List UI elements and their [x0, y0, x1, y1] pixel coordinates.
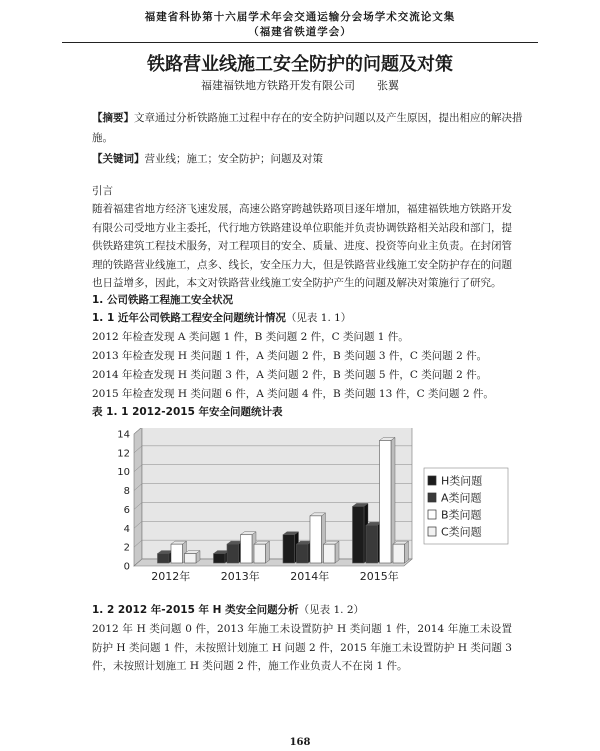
y-tick-label: 14 — [117, 429, 130, 441]
bar — [310, 516, 322, 563]
section1-1-title: 1. 1 近年公司铁路工程安全问题统计情况 — [92, 312, 286, 324]
y-tick-label: 6 — [123, 504, 130, 516]
section1-1-heading — [92, 309, 522, 327]
bar — [171, 544, 183, 563]
x-tick-label: 2013年 — [220, 570, 260, 583]
bar-side — [335, 541, 339, 563]
bar-side — [266, 541, 270, 563]
bar-chart — [112, 428, 534, 588]
stat-line-2012: 2012 年检查发现 A 类问题 1 件，B 类问题 2 件，C 类问题 1 件。 — [92, 331, 409, 343]
x-tick-label: 2014年 — [290, 570, 330, 583]
legend-swatch — [428, 527, 436, 536]
section1-1-ref: （见表 1. 1） — [285, 312, 352, 324]
bar — [227, 544, 239, 563]
bar — [324, 544, 336, 563]
chart-legend — [424, 468, 508, 544]
bar — [366, 525, 378, 563]
page-number: 168 — [289, 737, 311, 748]
abstract — [92, 108, 528, 148]
legend-label: A类问题 — [441, 491, 482, 505]
chart-side-wall — [134, 428, 142, 566]
bar — [353, 506, 365, 563]
section1-2-ref: （见表 1. 2） — [298, 604, 365, 616]
bar-side — [405, 541, 409, 563]
bar — [380, 440, 392, 563]
keywords-label: 【关键词】 — [92, 153, 145, 165]
chart-x-axis — [151, 569, 399, 583]
bar — [214, 554, 226, 563]
intro-heading: 引言 — [92, 185, 113, 197]
legend-swatch — [428, 510, 436, 519]
section1-2-title: 1. 2 2012 年-2015 年 H 类安全问题分析 — [92, 604, 299, 616]
paper-title: 铁路营业线施工安全防护的问题及对策 — [147, 54, 453, 75]
legend-label: C类问题 — [441, 525, 482, 539]
bar — [283, 535, 295, 563]
y-tick-label: 0 — [123, 561, 130, 573]
section1-heading: 1. 公司铁路工程施工安全状况 — [92, 294, 233, 306]
y-tick-label: 8 — [123, 486, 130, 498]
legend-label: H类问题 — [441, 474, 483, 488]
section1-2-heading — [92, 601, 522, 619]
table-caption: 表 1. 1 2012-2015 年安全问题统计表 — [92, 406, 283, 418]
x-tick-label: 2012年 — [151, 570, 191, 583]
legend-swatch — [428, 493, 436, 502]
bar — [297, 544, 309, 563]
running-header-subtitle: （福建省铁道学会） — [248, 26, 352, 38]
bar — [393, 544, 405, 563]
keywords — [92, 149, 528, 169]
intro-paragraph: 随着福建省地方经济飞速发展，高速公路穿跨越铁路项目逐年增加，福建福铁地方铁路开发有限公司受地方业主委托，代行地方铁路建设单位职能并负责协调铁路相关站段和部门，提供铁路建筑工程技术服务，对工程项目的安全、质量、进度、投资等向业主负责。在封闭管理的铁路营业线施工，点多、线长，安全压力大，但是铁路营业线施工安全防护存在的问题也日益增多，因此，本文对铁路营业线施工安全防护产生的问题及解决对策施行了研究。 — [92, 203, 512, 290]
bar — [158, 554, 170, 563]
bar — [185, 554, 197, 563]
bar — [241, 535, 253, 563]
stat-line-2013: 2013 年检查发现 H 类问题 1 件，A 类问题 2 件，B 类问题 3 件，C 类问题 2 件。 — [92, 350, 488, 362]
y-tick-label: 10 — [117, 467, 130, 479]
stat-line-2014: 2014 年检查发现 H 类问题 3 件，A 类问题 2 件，B 类问题 5 件，C 类问题 2 件。 — [92, 369, 488, 381]
keywords-text: 营业线；施工；安全防护；问题及对策 — [144, 153, 323, 165]
bar — [254, 544, 266, 563]
x-tick-label: 2015年 — [359, 570, 399, 583]
section1-2-paragraph: 2012 年 H 类问题 0 件，2013 年施工未设置防护 H 类问题 1 件，2014 年施工未设置防护 H 类问题 1 件，未按照计划施工 H 问题 2 件，2015 年施工未设置防护 H 类问题 3 件，未按照计划施工 H 类问题 2 件，施工作业负责人不在岗 1 件。 — [92, 623, 512, 673]
chart-y-axis — [117, 430, 130, 573]
abstract-label: 【摘要】 — [92, 112, 134, 124]
header-rule — [62, 42, 538, 43]
legend-swatch — [428, 476, 436, 485]
abstract-text: 文章通过分析铁路施工过程中存在的安全防护问题以及产生原因，提出相应的解决措施。 — [92, 112, 523, 144]
y-tick-label: 12 — [117, 448, 130, 460]
y-tick-label: 4 — [123, 523, 130, 535]
running-header-title: 福建省科协第十六届学术年会交通运输分会场学术交流论文集 — [144, 11, 456, 23]
legend-label: B类问题 — [441, 508, 482, 522]
stat-line-2015: 2015 年检查发现 H 类问题 6 件，A 类问题 4 件，B 类问题 13 件，C 类问题 2 件。 — [92, 388, 494, 400]
y-tick-label: 2 — [123, 542, 130, 554]
author-line: 福建福铁地方铁路开发有限公司 张翼 — [201, 79, 399, 92]
